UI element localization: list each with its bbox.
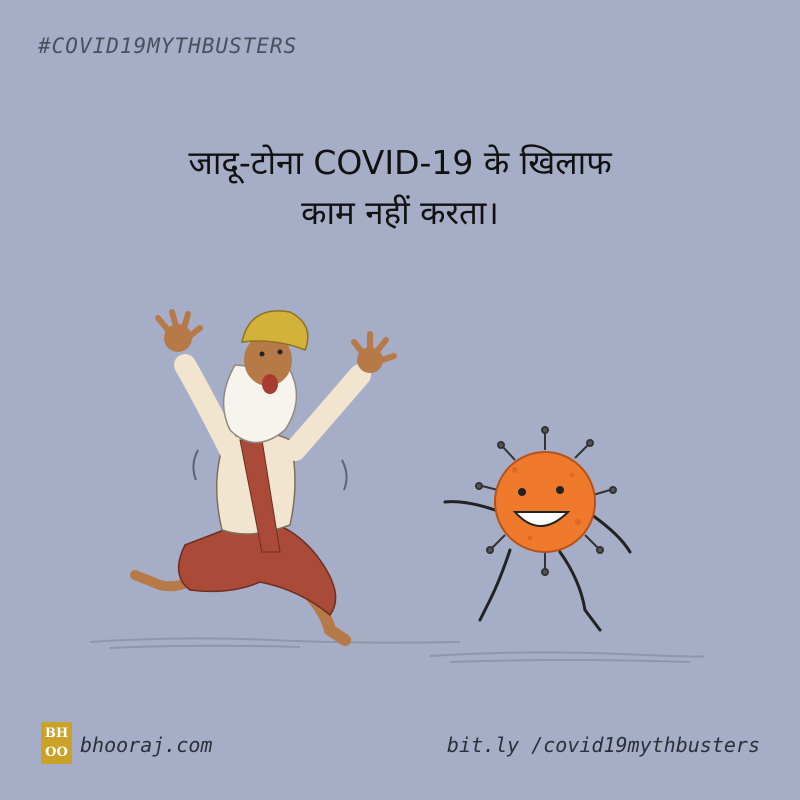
bhooraj-logo: [41, 722, 72, 764]
logo-top-text: BH: [44, 726, 69, 741]
illustration: [0, 290, 800, 690]
logo-bottom-text: OO: [45, 745, 68, 760]
headline-line-2: काम नहीं करता।: [301, 193, 499, 232]
site-link[interactable]: bhooraj.com: [80, 733, 213, 757]
old-man-running-icon: [135, 311, 394, 640]
short-link[interactable]: bit.ly /covid19mythbusters: [446, 733, 760, 757]
virus-character-icon: [445, 427, 630, 630]
hashtag-label: #COVID19MYTHBUSTERS: [38, 34, 298, 58]
ground-shadow: [90, 638, 703, 662]
headline-line-1: जादू-टोना COVID-19 के खिलाफ: [188, 143, 612, 182]
headline: [0, 138, 800, 238]
